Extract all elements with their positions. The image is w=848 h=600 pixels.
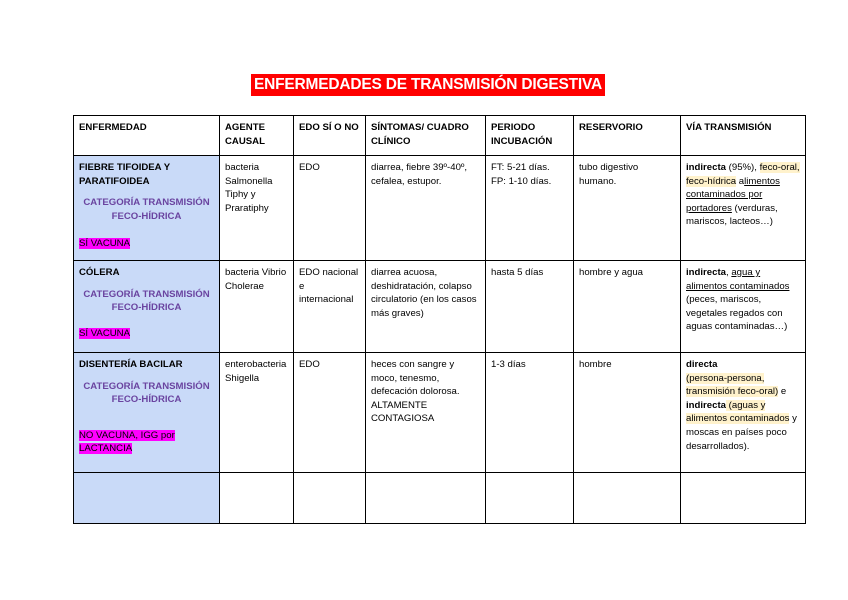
empty-cell [74,473,220,524]
via-text: (95%), [726,162,760,173]
via-highlight: (persona-persona, transmisión feco-oral) [686,372,779,398]
incubation-line: 1-3 días [491,359,526,370]
symptoms-cell: diarrea acuosa, deshidratación, colapso circulatorio (en los casos más graves) [366,261,486,353]
via-cell [681,353,806,473]
header-edo: EDO SÍ O NO [294,116,366,156]
header-periodo-incubacion: PERIODO INCUBACIÓN [486,116,574,156]
via-text: , [796,162,800,173]
via-text: indirecta [686,162,726,173]
symptoms-cell: heces con sangre y moco, tenesmo, defecación dolorosa. ALTAMENTE CONTAGIOSA [366,353,486,473]
via-text: y moscas en países poco desarrollados). [686,413,797,452]
table-row-empty [74,473,806,524]
via-underlined: agua y alimentos contaminados [686,267,790,292]
empty-cell [220,473,294,524]
via-text: e [778,386,787,398]
disease-cell [74,156,220,261]
table-row [74,353,806,473]
via-text: directa [686,359,718,370]
edo-cell: EDO [294,353,366,473]
transmission-category: CATEGORÍA TRANSMISIÓN FECO-HÍDRICA [83,288,210,314]
diseases-table [73,115,806,524]
via-underlined: limentos contaminados por portadores [686,175,780,214]
vaccine-label: NO VACUNA, IGG por LACTANCIA [79,429,175,455]
incubation-cell [486,261,574,353]
via-text: (peces, mariscos, vegetales regados con aguas contaminadas…) [686,294,788,333]
via-text: , [726,267,732,278]
via-highlight: feco-oral [759,162,797,173]
vaccine-label: SÍ VACUNA [79,327,130,339]
symptoms-cell: diarrea, fiebre 39º-40º, cefalea, estupor. [366,156,486,261]
reservoir-cell: tubo digestivo humano. [574,156,681,261]
table-row [74,156,806,261]
table-header-row [74,116,806,156]
header-agente-causal: AGENTE CAUSAL [220,116,294,156]
via-highlight: (aguas y alimentos contaminados [686,399,790,425]
incubation-line: FP: 1-10 días. [491,175,552,187]
edo-cell: EDO [294,156,366,261]
edo-cell: EDO nacional e internacional [294,261,366,353]
disease-name: CÓLERA [79,267,120,278]
reservoir-cell: hombre [574,353,681,473]
header-sintomas: SÍNTOMAS/ CUADRO CLÍNICO [366,116,486,156]
via-text: indirecta [686,267,726,278]
header-enfermedad: ENFERMEDAD [74,116,220,156]
disease-cell [74,353,220,473]
agent-cell: bacteria Salmonella Tiphy y Praratiphy [220,156,294,261]
incubation-cell [486,353,574,473]
empty-cell [366,473,486,524]
reservoir-cell: hombre y agua [574,261,681,353]
transmission-category: CATEGORÍA TRANSMISIÓN FECO-HÍDRICA [83,197,210,222]
via-text: a [736,175,745,187]
disease-name: DISENTERÍA BACILAR [79,359,183,370]
disease-cell [74,261,220,353]
incubation-line: hasta 5 días [491,267,544,278]
empty-cell [574,473,681,524]
vaccine-label: SÍ VACUNA [79,238,130,250]
via-text: (verduras, mariscos, lacteos…) [686,202,778,228]
table-row [74,261,806,353]
empty-cell [486,473,574,524]
empty-cell [681,473,806,524]
agent-cell: bacteria Vibrio Cholerae [220,261,294,353]
incubation-line: FT: 5-21 días. [491,162,550,173]
via-text: indirecta [686,399,726,411]
disease-name: FIEBRE TIFOIDEA Y PARATIFOIDEA [79,162,170,187]
transmission-category: CATEGORÍA TRANSMISIÓN FECO-HÍDRICA [83,380,210,406]
empty-cell [294,473,366,524]
header-via-transmision: VÍA TRANSMISIÓN [681,116,806,156]
via-cell [681,261,806,353]
via-highlight: feco-hídrica [686,175,737,187]
header-reservorio: RESERVORIO [574,116,681,156]
page-title: ENFERMEDADES DE TRANSMISIÓN DIGESTIVA [251,74,605,96]
via-cell [681,156,806,261]
incubation-cell [486,156,574,261]
agent-cell: enterobacteria Shigella [220,353,294,473]
